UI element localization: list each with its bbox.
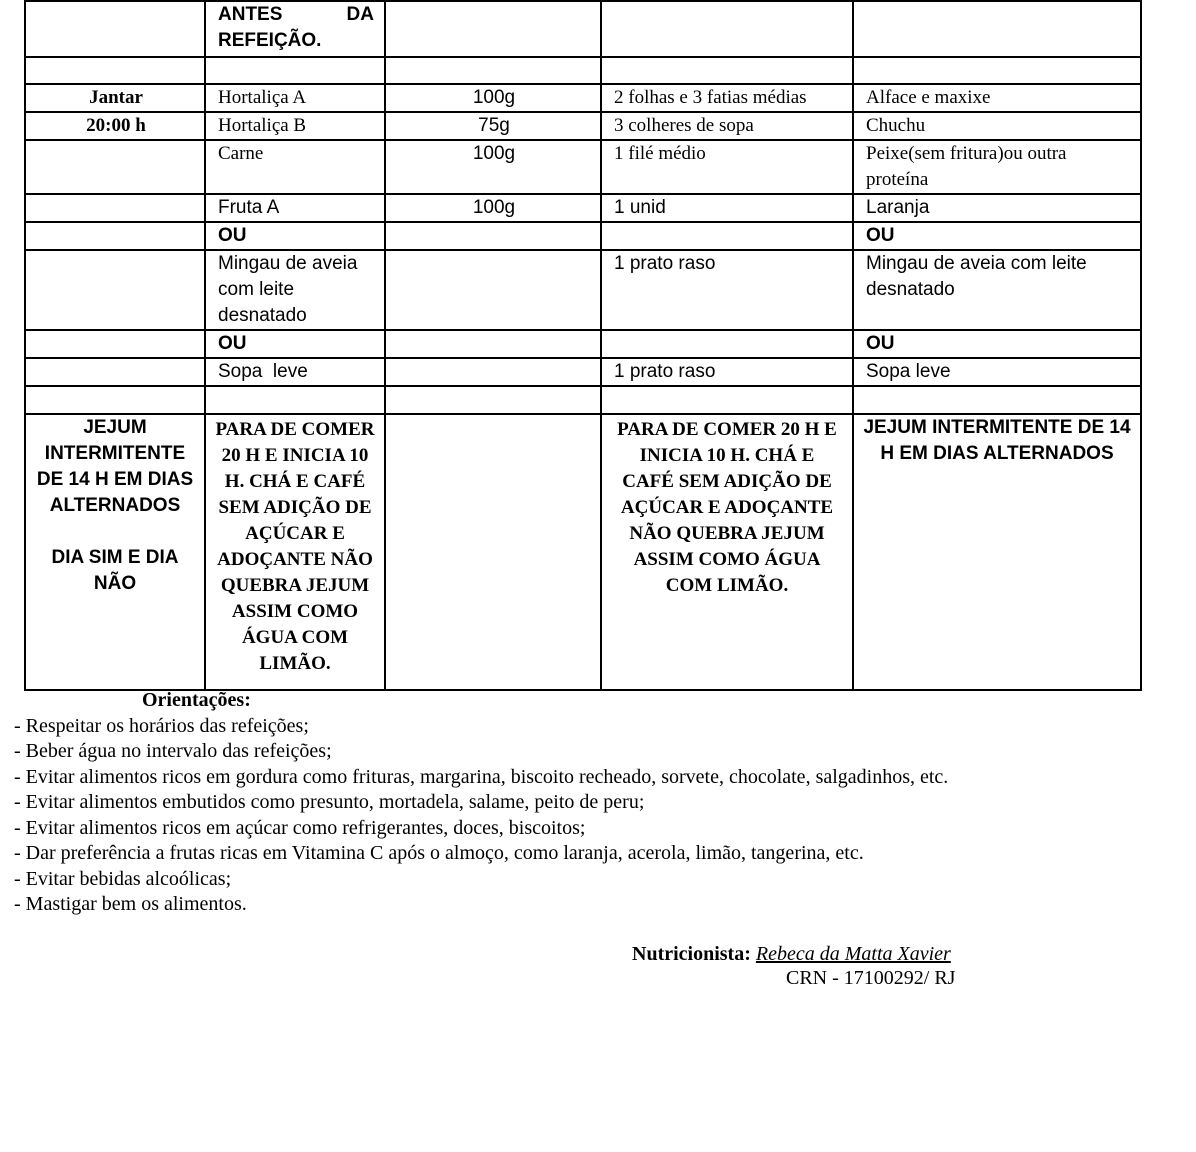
food-cell: Fruta A xyxy=(205,194,385,222)
measure-cell: 2 folhas e 3 fatias médias xyxy=(601,84,853,112)
quantity-cell xyxy=(385,222,601,250)
signature-name: Rebeca da Matta Xavier xyxy=(755,943,951,965)
example-cell: Mingau de aveia com leite desnatado xyxy=(853,250,1141,330)
cell-empty xyxy=(385,414,601,690)
fasting-label-cell xyxy=(25,414,205,690)
meal-name: Jantar xyxy=(25,84,205,112)
fasting-rule-cell: PARA DE COMER 20 H E INICIA 10 H. CHÁ E CAFÉ SEM ADIÇÃO DE AÇÚCAR E ADOÇANTE NÃO QUEBRA JEJUM ASSIM COMO ÁGUA COM LIMÃO. xyxy=(601,414,853,690)
table-row-spacer xyxy=(25,386,1141,414)
table-row xyxy=(25,84,1141,112)
cell-empty xyxy=(853,57,1141,84)
cell-empty xyxy=(385,386,601,414)
measure-cell: 1 prato raso xyxy=(601,250,853,330)
guideline-item: - Evitar alimentos ricos em açúcar como refrigerantes, doces, biscoitos; xyxy=(14,816,586,839)
cell-empty xyxy=(853,1,1141,57)
guideline-item: - Respeitar os horários das refeições; xyxy=(14,714,309,737)
quantity-cell xyxy=(385,330,601,358)
measure-cell xyxy=(601,330,853,358)
cell-empty xyxy=(25,194,205,222)
cell-empty xyxy=(385,57,601,84)
example-cell: Sopa leve xyxy=(853,358,1141,386)
fasting-summary-cell: JEJUM INTERMITENTE DE 14 H EM DIAS ALTERNADOS xyxy=(853,414,1141,690)
food-cell: Sopa leve xyxy=(205,358,385,386)
cell-empty xyxy=(25,330,205,358)
signature-line xyxy=(632,942,955,966)
cell-empty xyxy=(205,386,385,414)
cell-empty xyxy=(25,1,205,57)
quantity-cell xyxy=(385,250,601,330)
guideline-item: - Mastigar bem os alimentos. xyxy=(14,893,247,915)
signature-crn: CRN - 17100292/ RJ xyxy=(786,967,956,989)
cell-empty xyxy=(25,140,205,194)
guideline-item: - Evitar alimentos embutidos como presunto, mortadela, salame, peito de peru; xyxy=(14,791,645,813)
food-cell: Hortaliça B xyxy=(205,112,385,140)
quantity-cell: 100g xyxy=(385,140,601,194)
food-cell: Hortaliça A xyxy=(205,84,385,112)
guideline-item: - Evitar bebidas alcoólicas; xyxy=(14,867,232,890)
example-cell: Alface e maxixe xyxy=(853,84,1141,112)
quantity-cell xyxy=(385,358,601,386)
measure-cell: 3 colheres de sopa xyxy=(601,112,853,140)
quantity-cell: 100g xyxy=(385,194,601,222)
table-row xyxy=(25,250,1141,330)
cell-empty xyxy=(385,1,601,57)
before-meal-text-right: DA xyxy=(346,4,374,25)
guideline-item: - Dar preferência a frutas ricas em Vitamina C após o almoço, como laranja, acerola, limão, tangerina, etc. xyxy=(14,842,864,864)
quantity-cell: 75g xyxy=(385,112,601,140)
table-row-before-meal xyxy=(25,1,1141,57)
measure-cell: 1 filé médio xyxy=(601,140,853,194)
guideline-item: - Evitar alimentos ricos em gordura como frituras, margarina, biscoito recheado, sorvete, chocolate, salgadinhos, etc. xyxy=(14,765,949,788)
table-row xyxy=(25,112,1141,140)
cell-empty xyxy=(25,358,205,386)
measure-cell: 1 prato raso xyxy=(601,358,853,386)
signature-label: Nutricionista: xyxy=(632,943,751,965)
example-cell: Peixe(sem fritura)ou outra proteína xyxy=(853,140,1141,194)
cell-empty xyxy=(25,250,205,330)
fasting-label-main: JEJUM INTERMITENTE DE 14 H EM DIAS ALTERNADOS xyxy=(36,417,194,516)
before-meal-line1 xyxy=(218,2,374,28)
cell-empty xyxy=(853,386,1141,414)
signature-block xyxy=(632,942,955,990)
cell-empty xyxy=(205,57,385,84)
table-row xyxy=(25,358,1141,386)
quantity-cell: 100g xyxy=(385,84,601,112)
guidelines-section xyxy=(14,688,1174,918)
food-cell: OU xyxy=(205,222,385,250)
fasting-rule-cell: PARA DE COMER 20 H E INICIA 10 H. CHÁ E CAFÉ SEM ADIÇÃO DE AÇÚCAR E ADOÇANTE NÃO QUEBRA JEJUM ASSIM COMO ÁGUA COM LIMÃO. xyxy=(205,414,385,690)
example-cell: Laranja xyxy=(853,194,1141,222)
food-cell: Carne xyxy=(205,140,385,194)
example-cell: OU xyxy=(853,330,1141,358)
food-cell: OU xyxy=(205,330,385,358)
table-row xyxy=(25,330,1141,358)
table-row xyxy=(25,194,1141,222)
cell-empty xyxy=(601,57,853,84)
cell-empty xyxy=(601,1,853,57)
meal-plan-table xyxy=(24,0,1142,691)
cell-empty xyxy=(25,57,205,84)
fasting-label-sub: DIA SIM E DIA NÃO xyxy=(51,547,179,594)
before-meal-text-line2: REFEIÇÃO. xyxy=(218,30,322,51)
fasting-label-gap xyxy=(30,519,200,545)
example-cell: Chuchu xyxy=(853,112,1141,140)
cell-empty xyxy=(25,222,205,250)
example-cell: OU xyxy=(853,222,1141,250)
guidelines-title: Orientações: xyxy=(142,689,251,711)
table-row xyxy=(25,140,1141,194)
food-cell: Mingau de aveia com leite desnatado xyxy=(205,250,385,330)
guideline-item: - Beber água no intervalo das refeições; xyxy=(14,740,332,762)
table-row xyxy=(25,222,1141,250)
before-meal-text-left: ANTES xyxy=(218,4,283,25)
cell-empty xyxy=(601,386,853,414)
meal-time: 20:00 h xyxy=(25,112,205,140)
cell-empty xyxy=(25,386,205,414)
table-row-spacer xyxy=(25,57,1141,84)
table-row-fasting xyxy=(25,414,1141,690)
before-meal-cell xyxy=(205,1,385,57)
measure-cell: 1 unid xyxy=(601,194,853,222)
measure-cell xyxy=(601,222,853,250)
